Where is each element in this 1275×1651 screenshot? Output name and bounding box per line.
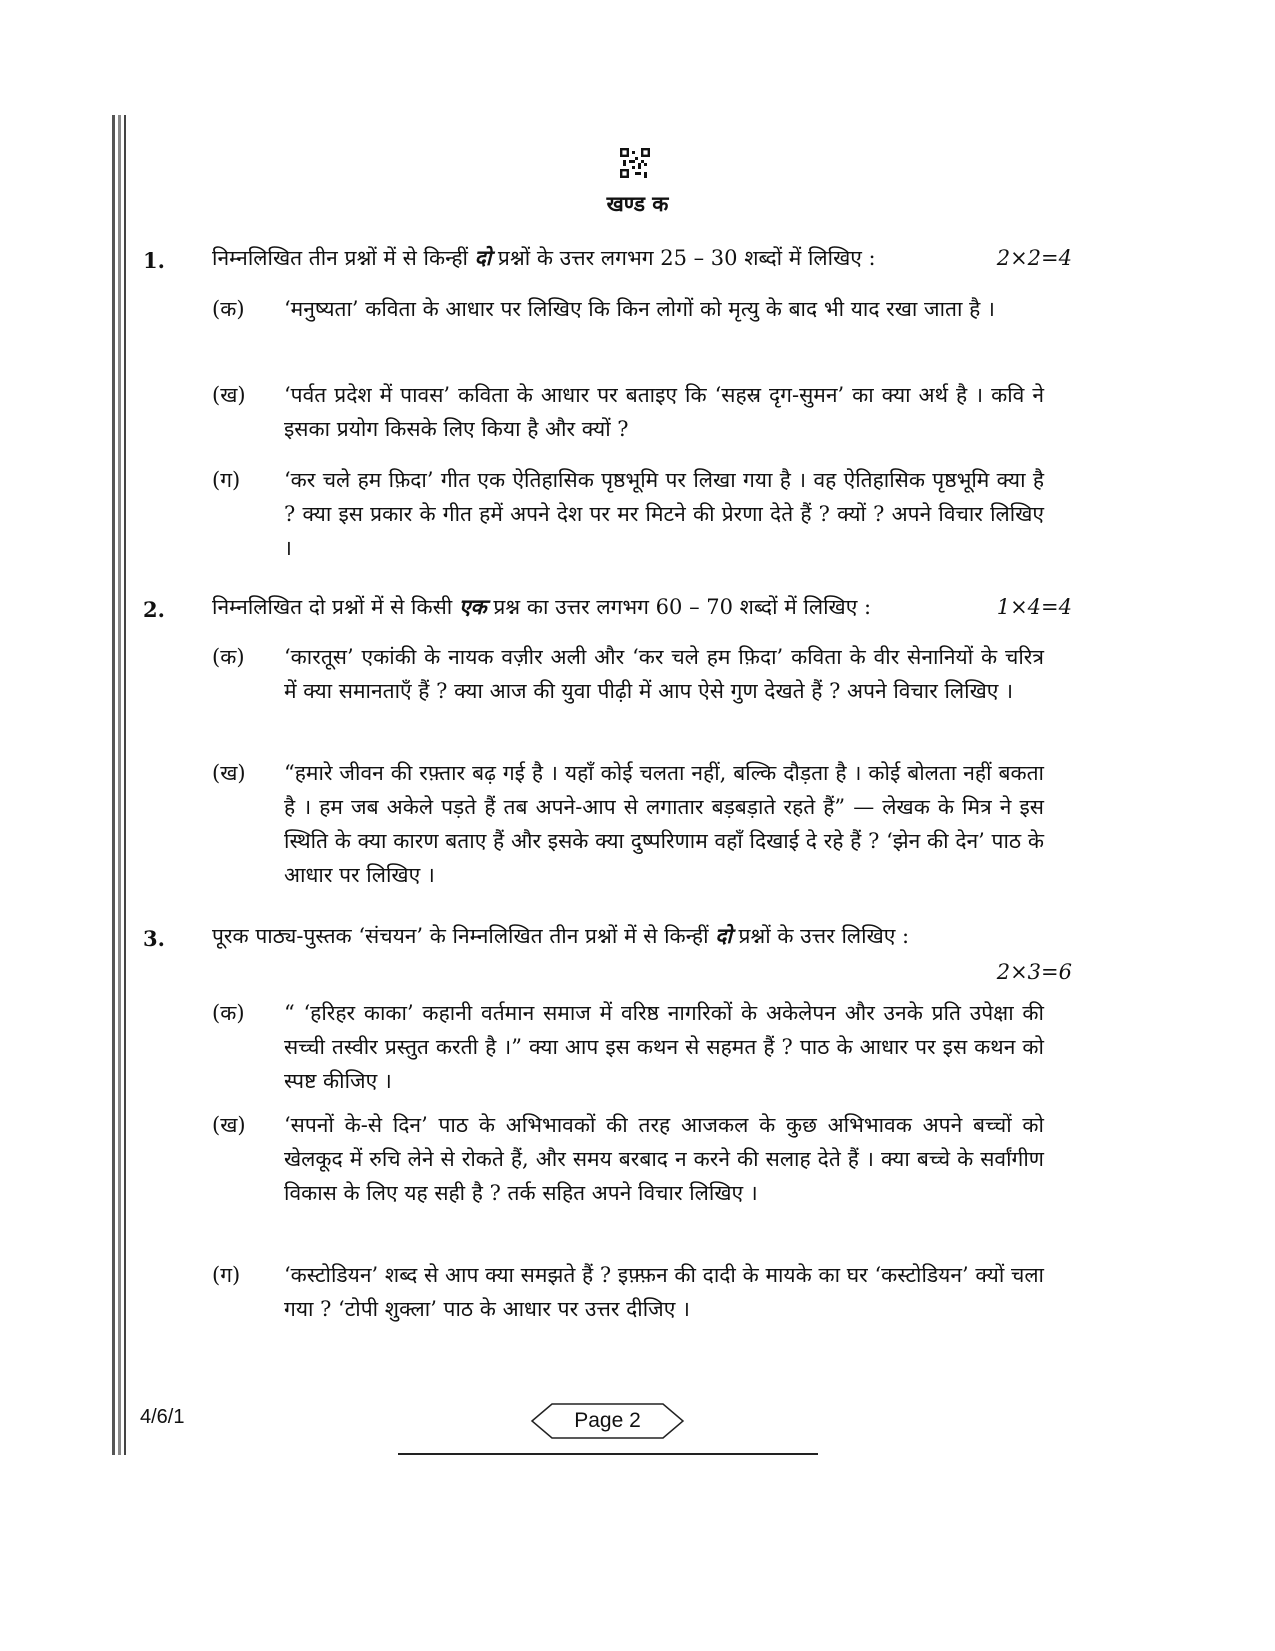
marks-row [212, 955, 1072, 989]
option-text: “ ‘हरिहर काका’ कहानी वर्तमान समाज में वरिष्ठ नागरिकों के अकेलेपन और उनके प्रति उपेक्षा की सच्ची तस्वीर प्रस्तुत करती है ।” क्या आप इस कथन से सहमत हैं ? पाठ के आधार पर इस कथन को स्पष्ट कीजिए । [284, 1001, 1044, 1093]
option-text: ‘कर चले हम फ़िदा’ गीत एक ऐतिहासिक पृष्ठभूमि पर लिखा गया है । वह ऐतिहासिक पृष्ठभूमि क्या है ? क्या इस प्रकार के गीत हमें अपने देश पर मर मिटने की प्रेरणा देते हैं ? क्यों ? अपने विचार लिखिए । [284, 468, 1044, 560]
footer-divider [398, 1453, 818, 1455]
option-text: ‘सपनों के-से दिन’ पाठ के अभिभावकों की तरह आजकल के कुछ अभिभावक अपने बच्चों को खेलकूद में रुचि लेने से रोकते हैं, और समय बरबाद न करने की सलाह देते हैं । क्या बच्चे के सर्वांगीण विकास के लिए यह सही है ? तर्क सहित अपने विचार लिखिए । [284, 1113, 1044, 1205]
option-label: (ग) [212, 1263, 241, 1287]
question-text: पूरक पाठ्य-पुस्तक ‘संचयन’ के निम्नलिखित तीन प्रश्नों में से किन्हीं दो प्रश्नों के उत्तर लिखिए : [212, 923, 910, 948]
margin-rule [118, 115, 121, 1455]
option-text: ‘पर्वत प्रदेश में पावस’ कविता के आधार पर बताइए कि ‘सहस्र दृग-सुमन’ का क्या अर्थ है । कवि ने इसका प्रयोग किसके लिए किया है और क्यों ? [284, 383, 1044, 441]
question-option [212, 463, 1072, 565]
marks: 1×4=4 [996, 595, 1072, 619]
paper-code: 4/6/1 [140, 1406, 185, 1428]
marks: 2×3=6 [996, 960, 1072, 984]
question-number: 3. [143, 926, 165, 951]
page-number: Page 2 [574, 1409, 641, 1432]
option-text: ‘कस्टोडियन’ शब्द से आप क्या समझते हैं ? इफ़्फ़न की दादी के मायके का घर ‘कस्टोडियन’ क्यों चला गया ? ‘टोपी शुक्ला’ पाठ के आधार पर उत्तर दीजिए । [284, 1263, 1044, 1321]
option-label: (ख) [212, 1113, 246, 1137]
option-label: (ख) [212, 761, 246, 785]
margin-rule [112, 115, 115, 1455]
option-label: (क) [212, 645, 245, 669]
question-text: 1×4=4 निम्नलिखित दो प्रश्नों में से किसी एक प्रश्न का उत्तर लगभग 60 – 70 शब्दों में लिखिए : [212, 590, 1072, 624]
option-text: ‘मनुष्यता’ कविता के आधार पर लिखिए कि किन लोगों को मृत्यु के बाद भी याद रखा जाता है । [284, 297, 995, 321]
question-option [212, 378, 1072, 446]
section-title: खण्ड क [606, 191, 669, 216]
marks: 2×2=4 [996, 246, 1072, 270]
page-number-badge [530, 1402, 685, 1440]
option-label: (ख) [212, 383, 246, 407]
option-text: “हमारे जीवन की रफ़्तार बढ़ गई है । यहाँ कोई चलता नहीं, बल्कि दौड़ता है । कोई बोलता नहीं बकता है । हम जब अकेले पड़ते हैं तब अपने-आप से लगातार बड़बड़ाते रहते हैं” — लेखक के मित्र ने इस स्थिति के क्या कारण बताए हैं और इसके क्या दुष्परिणाम वहाँ दिखाई दे रहे हैं ? ‘झेन की देन’ पाठ के आधार पर लिखिए । [284, 761, 1044, 887]
question-text: 2×2=4 निम्नलिखित तीन प्रश्नों में से किन्हीं दो प्रश्नों के उत्तर लगभग 25 – 30 शब्दों में लिखिए : [212, 241, 1072, 275]
option-label: (क) [212, 297, 245, 321]
question-option [212, 292, 1072, 326]
option-label: (क) [212, 1001, 245, 1025]
option-label: (ग) [212, 468, 241, 492]
emphasis: दो [715, 923, 732, 948]
question-option [212, 996, 1072, 1098]
margin-rule [124, 115, 126, 1455]
question-number: 2. [143, 597, 165, 622]
question-option [212, 756, 1072, 892]
question-number: 1. [143, 248, 165, 273]
emphasis: एक [458, 594, 487, 619]
question-option [212, 1108, 1072, 1210]
option-text: ‘कारतूस’ एकांकी के नायक वज़ीर अली और ‘कर चले हम फ़िदा’ कविता के वीर सेनानियों के चरित्र में क्या समानताएँ हैं ? क्या आज की युवा पीढ़ी में आप ऐसे गुण देखते हैं ? अपने विचार लिखिए । [284, 645, 1044, 703]
qr-code-icon [620, 148, 650, 178]
emphasis: दो [474, 245, 492, 270]
question-option [212, 640, 1072, 708]
question-option [212, 1258, 1072, 1326]
